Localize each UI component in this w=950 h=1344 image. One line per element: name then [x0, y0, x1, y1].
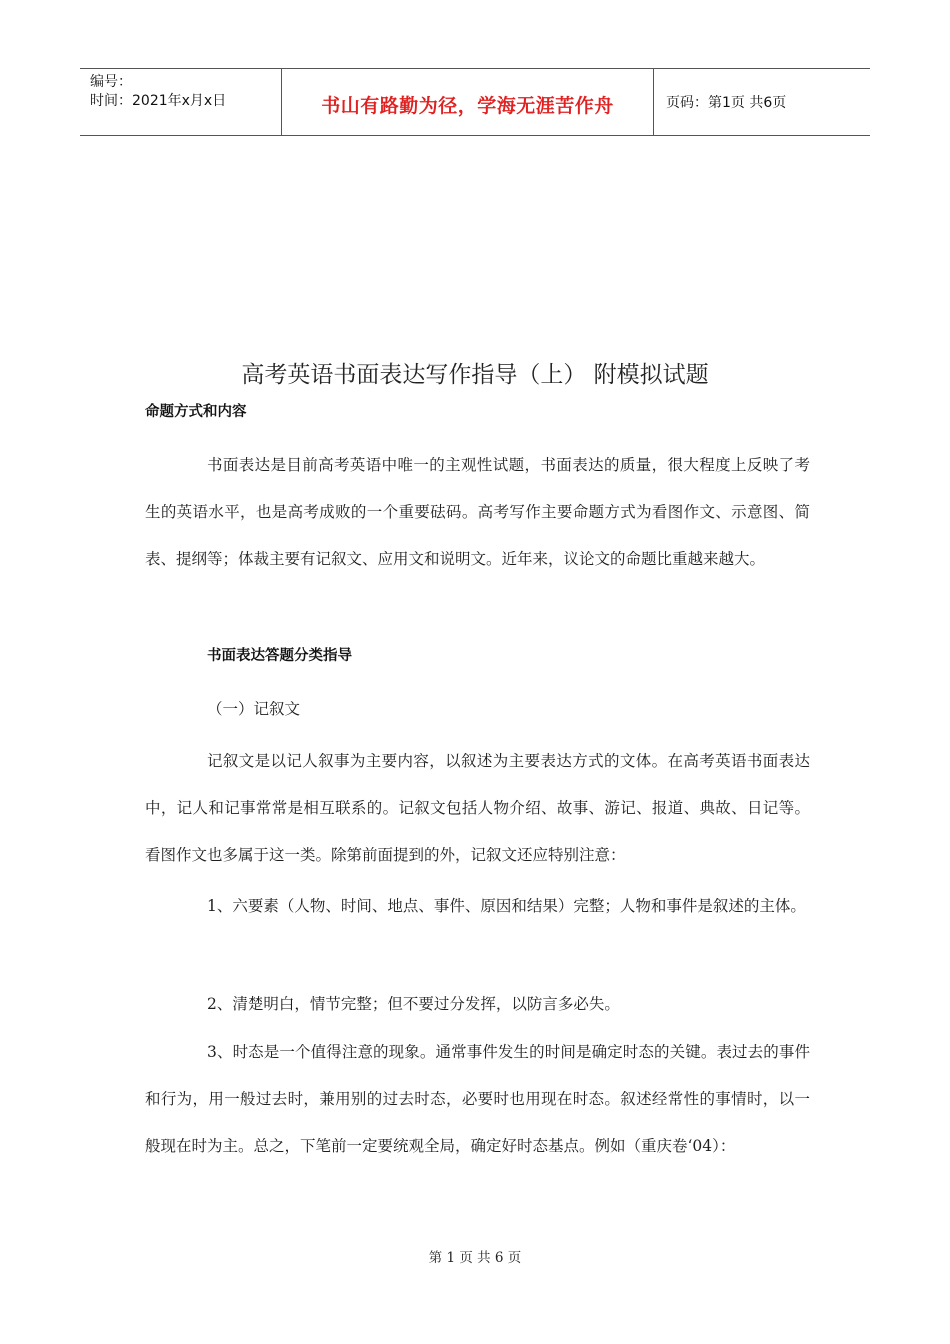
point-1: 1、六要素（人物、时间、地点、事件、原因和结果）完整；人物和事件是叙述的主体。: [207, 897, 806, 915]
date-label: 时间：2021年x月x日: [90, 93, 227, 109]
page-footer: 第 1 页 共 6 页: [428, 1250, 522, 1266]
number-label: 编号：: [90, 74, 132, 90]
subsection-label-1: （一）记叙文: [207, 700, 301, 718]
header-left-cell: [80, 69, 282, 135]
header-middle-cell: [282, 69, 654, 135]
point-2: 2、清楚明白，情节完整；但不要过分发挥，以防言多必失。: [207, 995, 620, 1013]
paragraph-2: 记叙文是以记人叙事为主要内容，以叙述为主要表达方式的文体。在高考英语书面表达中，记人和记事常常是相互联系的。记叙文包括人物介绍、故事、游记、报道、典故、日记等。看图作文也多属于这一类。除第前面提到的外，记叙文还应特别注意：: [145, 752, 810, 864]
page-info: 页码：第1页 共6页: [666, 95, 787, 111]
header-table: [80, 68, 870, 136]
point-3: 3、时态是一个值得注意的现象。通常事件发生的时间是确定时态的关键。表过去的事件和行为，用一般过去时，兼用别的过去时态，必要时也用现在时态。叙述经常性的事情时，以一般现在时为主。总之，下笔前一定要统观全局，确定好时态基点。例如（重庆卷‘04）：: [145, 1043, 810, 1155]
header-right-cell: [654, 69, 870, 135]
document-title: 高考英语书面表达写作指导（上） 附模拟试题: [241, 362, 709, 388]
section-heading-1: 命题方式和内容: [145, 404, 247, 420]
motto: 书山有路勤为径，学海无涯苦作舟: [321, 94, 614, 117]
section-heading-2: 书面表达答题分类指导: [207, 648, 352, 664]
paragraph-1: 书面表达是目前高考英语中唯一的主观性试题，书面表达的质量，很大程度上反映了考生的英语水平，也是高考成败的一个重要砝码。高考写作主要命题方式为看图作文、示意图、简表、提纲等；体裁主要有记叙文、应用文和说明文。近年来，议论文的命题比重越来越大。: [145, 456, 810, 568]
